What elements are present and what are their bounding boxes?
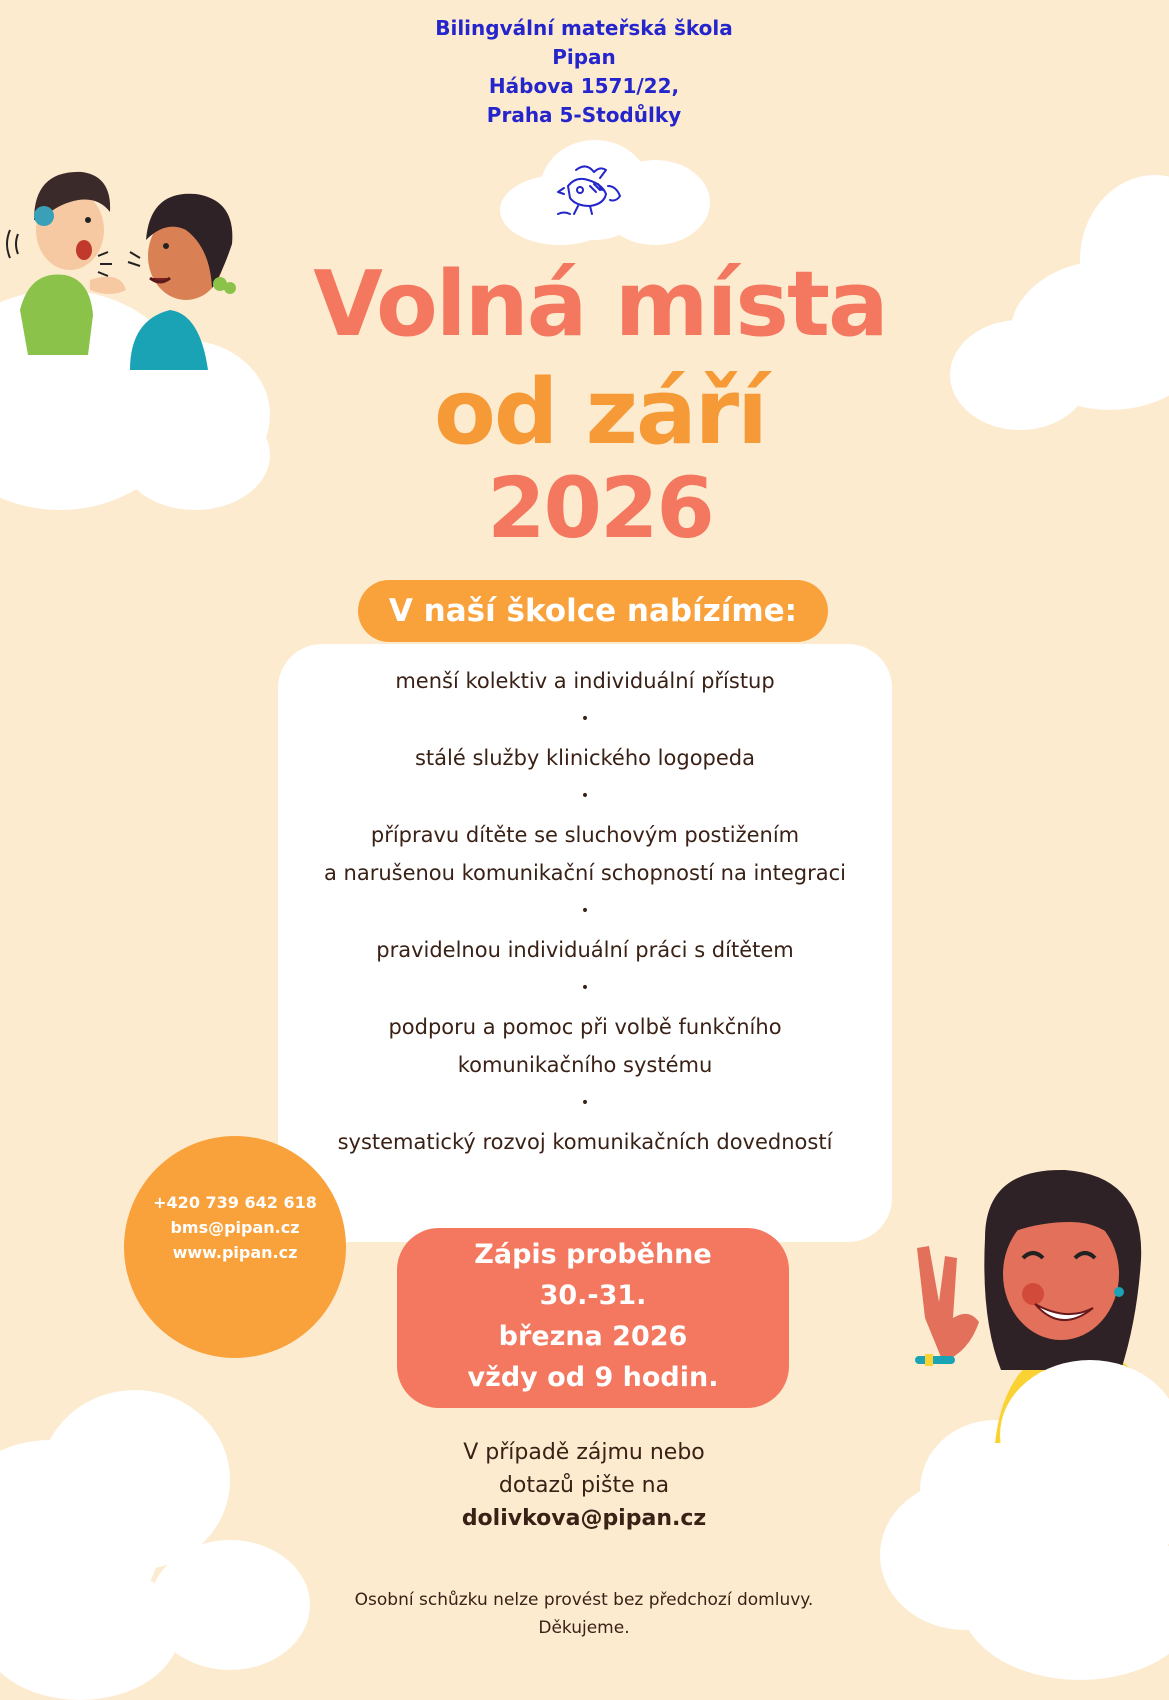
offer-item: stálé služby klinického logopeda xyxy=(414,746,755,770)
footer-note: Osobní schůzku nelze provést bez předchozí domluvy. Děkujeme. xyxy=(354,1590,814,1638)
offer-separator: • xyxy=(580,711,590,727)
children-talking-illustration xyxy=(0,160,250,390)
contact-email[interactable]: bms@pipan.cz xyxy=(170,1217,300,1237)
offer-title: V naší školce nabízíme: xyxy=(388,593,798,629)
enrollment-dates: 30.-31. xyxy=(539,1280,647,1311)
headline-year: 2026 xyxy=(487,459,713,557)
offer-title-badge xyxy=(358,580,828,642)
contact-phone[interactable]: +420 739 642 618 xyxy=(153,1192,317,1212)
headline-line-2: od září xyxy=(434,360,766,465)
school-street: Hábova 1571/22, xyxy=(488,74,680,98)
enrollment-time: vždy od 9 hodin. xyxy=(467,1362,719,1393)
school-city: Praha 5-Stodůlky xyxy=(486,103,682,127)
headline-line-1: Volná místa xyxy=(313,252,887,357)
offer-separator: • xyxy=(580,903,590,919)
offer-separator: • xyxy=(580,1095,590,1111)
offer-separator: • xyxy=(580,788,590,804)
offer-item: menší kolektiv a individuální přístup xyxy=(395,669,775,693)
enrollment-box xyxy=(397,1228,789,1408)
offer-item: podporu a pomoc při volbě funkčního komunikačního systému xyxy=(388,1015,782,1077)
enrollment-line-1: Zápis proběhne xyxy=(474,1239,712,1270)
school-address xyxy=(384,14,784,130)
bird-mascot-icon xyxy=(556,160,626,224)
contact-website[interactable]: www.pipan.cz xyxy=(172,1242,298,1262)
offer-separator: • xyxy=(580,980,590,996)
interest-email[interactable]: dolivkova@pipan.cz xyxy=(461,1506,707,1531)
school-short-name: Pipan xyxy=(552,45,616,69)
offer-item: systematický rozvoj komunikačních dovedností xyxy=(337,1130,833,1154)
offer-item: přípravu dítěte se sluchovým postižením a narušenou komunikační schopností na integraci xyxy=(323,823,847,885)
contact-badge xyxy=(124,1136,346,1358)
offer-list xyxy=(290,662,880,1161)
school-name: Bilingvální mateřská škola xyxy=(435,16,733,40)
offer-item: pravidelnou individuální práci s dítětem xyxy=(376,938,794,962)
interest-note: V případě zájmu nebo dotazů pište na dolivkova@pipan.cz xyxy=(384,1436,784,1535)
enrollment-month: března 2026 xyxy=(498,1321,688,1352)
